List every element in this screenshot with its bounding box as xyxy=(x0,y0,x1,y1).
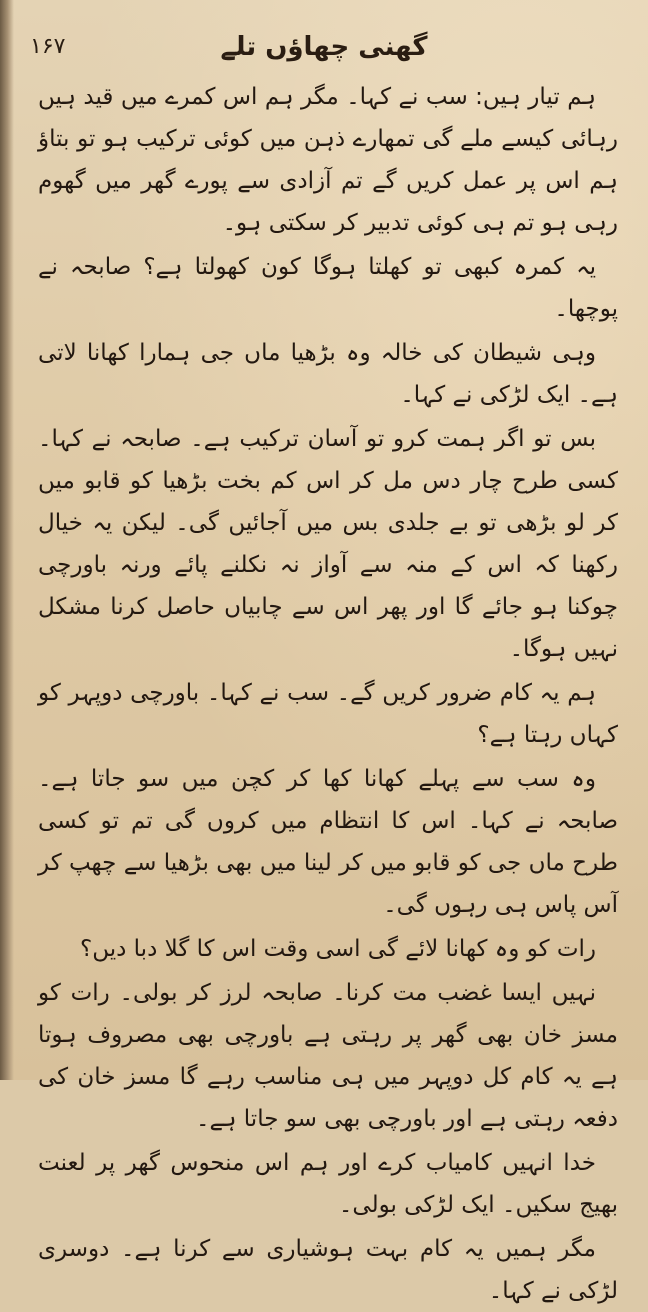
paragraph: یہ کمرہ کبھی تو کھلتا ہوگا کون کھولتا ہے؟ صابحہ نے پوچھا۔ xyxy=(38,254,618,322)
page-binding-edge xyxy=(0,0,14,1080)
paragraph: وہ سب سے پہلے کھانا کھا کر کچن میں سو جاتا ہے۔ صابحہ نے کہا۔ اس کا انتظام میں کروں گی تم تو کسی طرح ماں جی کو قابو میں کر لینا میں بھی بڑھیا سے چھپ کر آس پاس ہی رہوں گی۔ xyxy=(38,766,618,918)
page-header xyxy=(20,14,628,74)
paragraph: مگر ہمیں یہ کام بہت ہوشیاری سے کرنا ہے۔ دوسری لڑکی نے کہا۔ xyxy=(38,1236,618,1304)
paragraph: خدا انہیں کامیاب کرے اور ہم اس منحوس گھر پر لعنت بھیج سکیں۔ ایک لڑکی بولی۔ xyxy=(38,1150,618,1218)
page-number: ۱۶۷ xyxy=(30,34,66,59)
paragraph: رات کو وہ کھانا لائے گی اسی وقت اس کا گلا دبا دیں؟ xyxy=(79,936,596,962)
paragraph: وہی شیطان کی خالہ وہ بڑھیا ماں جی ہمارا کھانا لاتی ہے۔ ایک لڑکی نے کہا۔ xyxy=(38,340,618,408)
body-text xyxy=(38,76,618,1312)
paragraph: ہم تیار ہیں: سب نے کہا۔ مگر ہم اس کمرے میں قید ہیں رہائی کیسے ملے گی تمھارے ذہن میں کوئی ترکیب ہو تو بتاؤ ہم اس پر عمل کریں گے تم آزادی سے پورے گھر میں گھوم رہی ہو تم ہی کوئی تدبیر کر سکتی ہو۔ xyxy=(38,84,618,236)
paragraph: نہیں ایسا غضب مت کرنا۔ صابحہ لرز کر بولی۔ رات کو مسز خان بھی گھر پر رہتی ہے باورچی بھی مصروف ہوتا ہے یہ کام کل دوپہر میں ہی مناسب رہے گا مسز خان کی دفعہ رہتی ہے اور باورچی بھی سو جاتا ہے۔ xyxy=(38,980,618,1132)
paragraph: ہم یہ کام ضرور کریں گے۔ سب نے کہا۔ باورچی دوپہر کو کہاں رہتا ہے؟ xyxy=(38,680,618,748)
running-title: گھنی چھاؤں تلے xyxy=(220,32,428,62)
paragraph: بس تو اگر ہمت کرو تو آسان ترکیب ہے۔ صابحہ نے کہا۔ کسی طرح چار دس مل کر اس کم بخت بڑھیا کو قابو میں کر لو بڑھی تو بے جلدی بس میں آجائیں گی۔ لیکن یہ خیال رکھنا کہ اس کے منہ سے آواز نہ نکلنے پائے ورنہ باورچی چوکنا ہو جائے گا اور پھر اس سے چابیاں حاصل کرنا مشکل نہیں ہوگا۔ xyxy=(38,426,618,662)
